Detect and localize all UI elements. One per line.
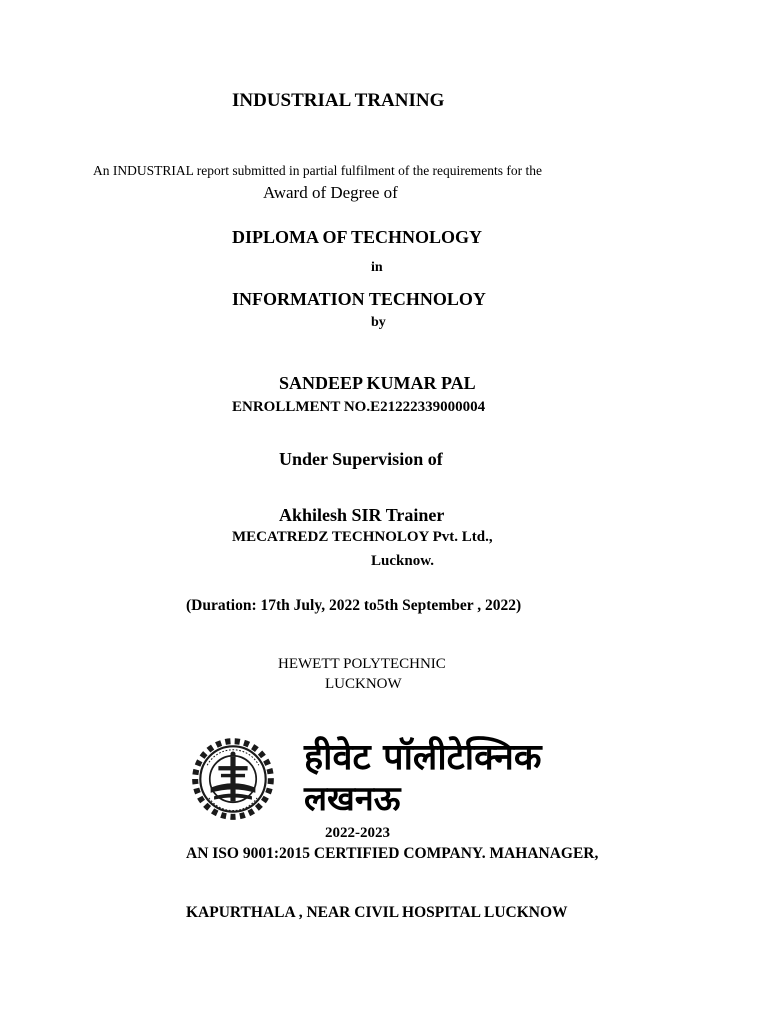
supervision-heading: Under Supervision of — [279, 449, 443, 469]
institute-name: HEWETT POLYTECHNIC — [278, 656, 446, 672]
by-word: by — [371, 315, 386, 330]
session-year: 2022-2023 — [325, 825, 390, 841]
training-duration: (Duration: 17th July, 2022 to5th September , 2022) — [186, 597, 522, 614]
supervisor-name: Akhilesh SIR Trainer — [279, 505, 445, 525]
award-line: Award of Degree of — [263, 183, 398, 202]
student-name: SANDEEP KUMAR PAL — [279, 373, 476, 393]
enrollment-number: ENROLLMENT NO.E21222339000004 — [232, 399, 486, 415]
institute-city: LUCKNOW — [325, 676, 402, 692]
report-title: INDUSTRIAL TRANING — [232, 90, 445, 111]
branch-name: INFORMATION TECHNOLOY — [232, 289, 486, 309]
institute-logo — [190, 736, 592, 822]
logo-hindi-city: लखनऊ — [304, 779, 401, 819]
address-line: KAPURTHALA , NEAR CIVIL HOSPITAL LUCKNOW — [186, 904, 568, 921]
intro-line: An INDUSTRIAL report submitted in partial fulfilment of the requirements for the — [93, 163, 543, 178]
degree-name: DIPLOMA OF TECHNOLOGY — [232, 227, 483, 247]
company-city: Lucknow. — [371, 553, 434, 569]
in-word: in — [371, 260, 383, 275]
company-name: MECATREDZ TECHNOLOY Pvt. Ltd., — [232, 529, 493, 545]
certification-line: AN ISO 9001:2015 CERTIFIED COMPANY. MAHANAGER, — [186, 845, 599, 862]
logo-hindi-name: हीवेट पॉलीटेक्निक — [304, 737, 542, 778]
institute-emblem-gear-icon — [190, 736, 276, 822]
